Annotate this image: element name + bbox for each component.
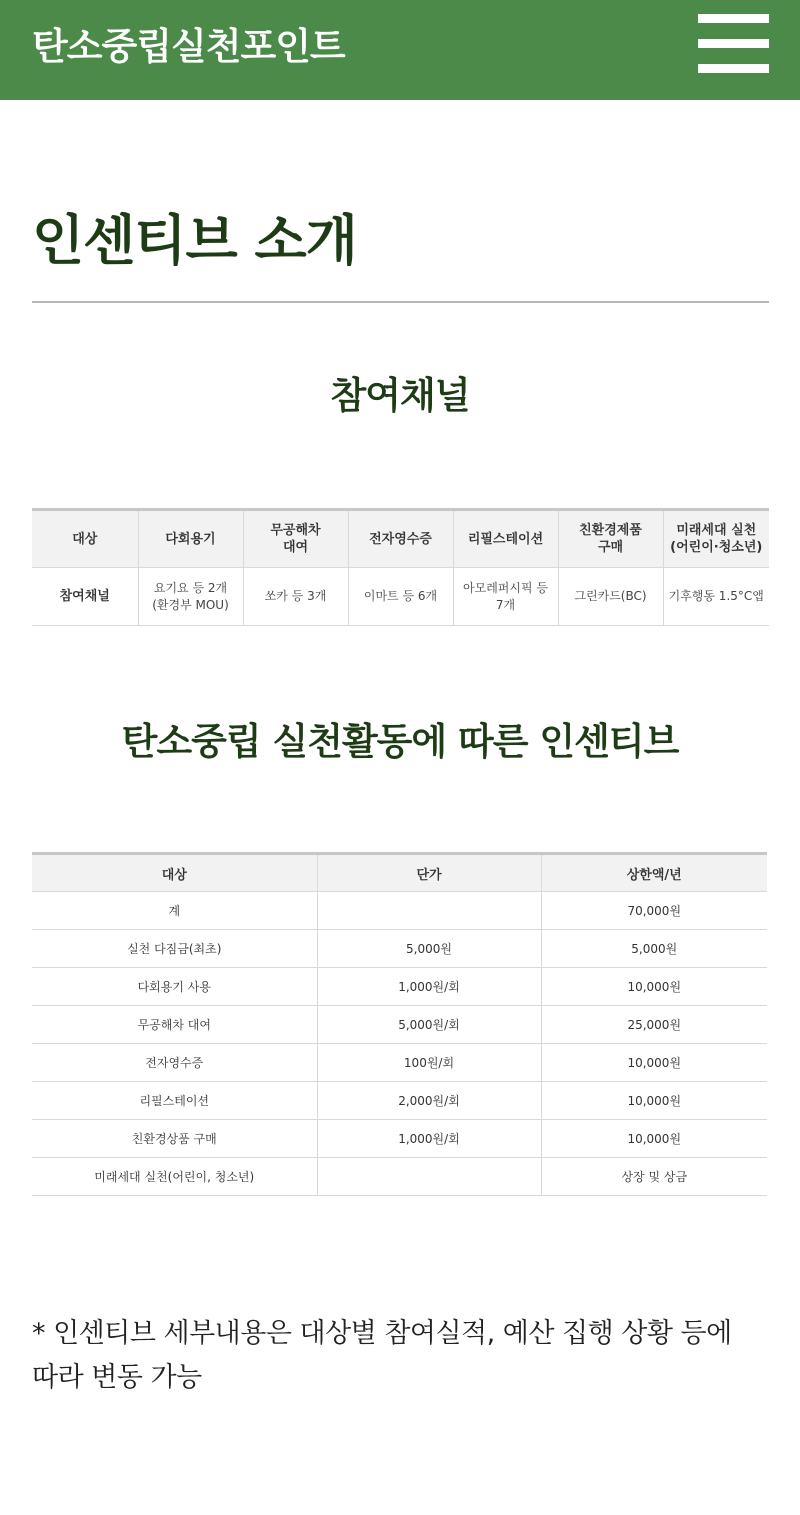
incentive-target: 전자영수증 xyxy=(32,1044,317,1082)
table-row xyxy=(32,1082,767,1120)
incentive-target: 계 xyxy=(32,892,317,930)
incentive-col-header: 단가 xyxy=(317,854,541,892)
incentive-annual-limit: 상장 및 상금 xyxy=(541,1158,767,1196)
channel-cell: 그린카드(BC) xyxy=(558,568,663,626)
incentive-annual-limit: 10,000원 xyxy=(541,1082,767,1120)
channel-col-header: 다회용기 xyxy=(138,510,243,568)
incentive-annual-limit: 10,000원 xyxy=(541,1044,767,1082)
incentive-unit-price xyxy=(317,1158,541,1196)
menu-bar-top xyxy=(698,14,769,23)
page-title: 인센티브 소개 xyxy=(32,209,357,272)
channel-col-header: 리필스테이션 xyxy=(453,510,558,568)
channel-col-header: 친환경제품 구매 xyxy=(558,510,663,568)
incentive-target: 무공해차 대여 xyxy=(32,1006,317,1044)
footnote: * 인센티브 세부내용은 대상별 참여실적, 예산 집행 상황 등에 따라 변동 가능 xyxy=(32,1318,732,1393)
incentive-target: 실천 다짐금(최초) xyxy=(32,930,317,968)
channel-cell: 쏘카 등 3개 xyxy=(243,568,348,626)
table-row xyxy=(32,892,767,930)
table-row xyxy=(32,930,767,968)
channel-table xyxy=(32,508,769,626)
table-row xyxy=(32,1120,767,1158)
incentive-unit-price: 100원/회 xyxy=(317,1044,541,1082)
incentive-target: 친환경상품 구매 xyxy=(32,1120,317,1158)
table-row xyxy=(32,968,767,1006)
channel-cell: 아모레퍼시픽 등 7개 xyxy=(453,568,558,626)
title-divider xyxy=(32,301,769,303)
channel-section-heading: 참여채널 xyxy=(330,374,470,417)
incentive-annual-limit: 10,000원 xyxy=(541,968,767,1006)
app-title[interactable]: 탄소중립실천포인트 xyxy=(32,25,345,68)
channel-row-label: 참여채널 xyxy=(32,568,138,626)
channel-col-header: 전자영수증 xyxy=(348,510,453,568)
incentive-annual-limit: 70,000원 xyxy=(541,892,767,930)
incentive-unit-price: 1,000원/회 xyxy=(317,1120,541,1158)
incentive-section-heading: 탄소중립 실천활동에 따른 인센티브 xyxy=(121,720,679,763)
incentive-unit-price: 5,000원 xyxy=(317,930,541,968)
table-row xyxy=(32,568,769,626)
app-header xyxy=(0,0,800,100)
table-row xyxy=(32,1158,767,1196)
menu-bar-middle xyxy=(698,39,769,48)
channel-col-header: 무공해차 대여 xyxy=(243,510,348,568)
incentive-annual-limit: 10,000원 xyxy=(541,1120,767,1158)
incentive-target: 리필스테이션 xyxy=(32,1082,317,1120)
channel-cell: 기후행동 1.5°C앱 xyxy=(663,568,769,626)
incentive-target: 다회용기 사용 xyxy=(32,968,317,1006)
hamburger-menu-icon[interactable] xyxy=(698,14,769,74)
incentive-table xyxy=(32,852,767,1196)
incentive-col-header: 상한액/년 xyxy=(541,854,767,892)
incentive-target: 미래세대 실천(어린이, 청소년) xyxy=(32,1158,317,1196)
menu-bar-bottom xyxy=(698,64,769,73)
channel-cell: 요기요 등 2개 (환경부 MOU) xyxy=(138,568,243,626)
channel-table-header-row xyxy=(32,510,769,568)
incentive-annual-limit: 25,000원 xyxy=(541,1006,767,1044)
channel-col-header: 대상 xyxy=(32,510,138,568)
incentive-unit-price xyxy=(317,892,541,930)
incentive-unit-price: 2,000원/회 xyxy=(317,1082,541,1120)
channel-col-header: 미래세대 실천 (어린이·청소년) xyxy=(663,510,769,568)
channel-cell: 이마트 등 6개 xyxy=(348,568,453,626)
incentive-unit-price: 1,000원/회 xyxy=(317,968,541,1006)
table-row xyxy=(32,1044,767,1082)
incentive-unit-price: 5,000원/회 xyxy=(317,1006,541,1044)
incentive-annual-limit: 5,000원 xyxy=(541,930,767,968)
table-row xyxy=(32,1006,767,1044)
incentive-col-header: 대상 xyxy=(32,854,317,892)
incentive-table-header-row xyxy=(32,854,767,892)
